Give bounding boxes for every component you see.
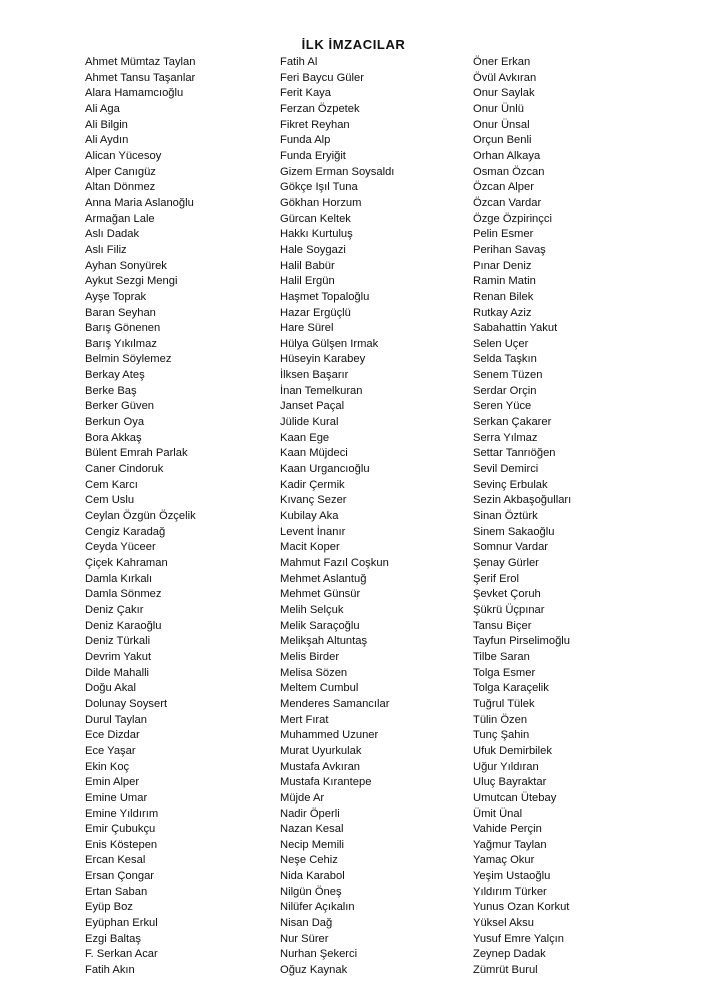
signatory-name: Levent İnanır [280, 525, 346, 538]
signatory-name: Sinem Sakaoğlu [473, 525, 555, 538]
signatory-name: Cem Karcı [85, 478, 138, 491]
signatory-name: Zeynep Dadak [473, 948, 546, 961]
signatory-name: Damla Sönmez [85, 588, 162, 601]
signatory-name: Doğu Akal [85, 682, 136, 695]
signatory-name: Berke Baş [85, 384, 137, 397]
signatory-name: Kıvanç Sezer [280, 494, 347, 507]
signatory-name: Uluç Bayraktar [473, 776, 547, 789]
signatory-name: Ersan Çongar [85, 870, 155, 883]
signatory-name: Ferit Kaya [280, 87, 331, 100]
signatory-name: Serdar Orçin [473, 384, 537, 397]
signatory-name: Serra Yılmaz [473, 431, 538, 444]
signatory-name: Fatih Akın [85, 964, 135, 977]
signatory-name: Seren Yüce [473, 400, 532, 413]
signatory-name: Melikşah Altuntaş [280, 635, 368, 648]
signatory-name: Aslı Filiz [85, 243, 127, 256]
signatory-name: Öner Erkan [473, 56, 531, 68]
signatory-name: Alican Yücesoy [85, 149, 162, 162]
signatory-name: Ayhan Sonyürek [85, 259, 167, 272]
signatory-name: Ferzan Özpetek [280, 102, 360, 115]
signatory-name: Devrim Yakut [85, 650, 152, 663]
signatory-name: Ahmet Mümtaz Taylan [85, 56, 196, 68]
signatory-name: Alper Canıgüz [85, 165, 156, 178]
signatory-name: Nilgün Öneş [280, 885, 342, 898]
signatory-name: Tansu Biçer [473, 619, 532, 632]
signatory-name: Hüseyin Karabey [280, 353, 366, 366]
signatory-name: Dilde Mahalli [85, 666, 150, 679]
signatory-name: Berkay Ateş [85, 369, 145, 382]
signatory-name: Berkun Oya [85, 416, 145, 429]
signatory-name: Sevil Demirci [473, 463, 539, 476]
signatory-name: Enis Köstepen [85, 838, 158, 851]
signatory-name: Vahide Perçin [473, 823, 542, 836]
signatory-name: Aykut Sezgi Mengi [85, 275, 178, 288]
signatory-name: Deniz Çakır [85, 603, 144, 616]
signatory-name: Ali Aga [85, 102, 120, 115]
signatory-name: Onur Ünlü [473, 102, 524, 115]
signatory-name: Hazar Ergüçlü [280, 306, 351, 319]
signatory-name: Selda Taşkın [473, 353, 537, 366]
signatory-name: Melisa Sözen [280, 666, 348, 679]
signatory-name: Ayşe Toprak [85, 290, 147, 303]
signatory-name: Senem Tüzen [473, 369, 543, 382]
signatory-name: Gürcan Keltek [280, 212, 351, 225]
signatory-name: Eyüp Boz [85, 901, 133, 914]
signatory-name: Orçun Benli [473, 134, 532, 147]
signatory-name: Alara Hamamcıoğlu [85, 87, 184, 100]
signatory-name: Deniz Karaoğlu [85, 619, 162, 632]
signatory-name: Pınar Deniz [473, 259, 532, 272]
signatory-name: Oğuz Kaynak [280, 964, 348, 977]
signatory-name: Bülent Emrah Parlak [85, 447, 188, 460]
signatory-name: Kaan Müjdeci [280, 447, 348, 460]
signatory-name: Nisan Dağ [280, 917, 333, 930]
signatory-name: Gökçe Işıl Tuna [280, 181, 358, 194]
signatory-name: Macit Koper [280, 541, 340, 554]
signatory-name: Tunç Şahin [473, 729, 530, 742]
signatory-name: Kaan Urgancıoğlu [280, 463, 370, 476]
signatory-name: Mustafa Kırantepe [280, 776, 372, 789]
signatory-name: Sinan Öztürk [473, 510, 538, 523]
signatory-name: Nazan Kesal [280, 823, 344, 836]
signatory-name: Melik Saraçoğlu [280, 619, 360, 632]
signatory-name: Yamaç Okur [473, 854, 535, 867]
signatory-name: Nur Sürer [280, 932, 329, 945]
signatory-name: Halil Ergün [280, 275, 335, 288]
signatory-name: Nida Karabol [280, 870, 345, 883]
signatory-name: Umutcan Ütebay [473, 791, 557, 804]
signatory-name: Melih Selçuk [280, 603, 344, 616]
signatory-name: Nurhan Şekerci [280, 948, 358, 961]
signatory-name: Hare Sürel [280, 322, 334, 335]
signatory-name: Melis Birder [280, 650, 340, 663]
signatory-name: Tayfun Pirselimoğlu [473, 635, 570, 648]
signatory-column-3 [473, 55, 571, 979]
signatory-name: İnan Temelkuran [280, 384, 363, 397]
signatory-name: Eyüphan Erkul [85, 917, 158, 930]
signatory-name: Onur Saylak [473, 87, 535, 100]
signatory-name: Renan Bilek [473, 290, 534, 303]
signatory-name: Barış Yıkılmaz [85, 337, 157, 350]
signatory-name: Nadir Öperli [280, 807, 340, 820]
signatory-name: Emine Umar [85, 791, 148, 804]
signatory-name: Özge Özpirinçci [473, 212, 552, 225]
signatory-name: Ramin Matin [473, 275, 536, 288]
signatory-name: Osman Özcan [473, 165, 545, 178]
signatory-name: Şevket Çoruh [473, 588, 541, 601]
signatory-name: Menderes Samancılar [280, 697, 390, 710]
signatory-name: Rutkay Aziz [473, 306, 532, 319]
signatory-name: Durul Taylan [85, 713, 147, 726]
signatory-name: Özcan Alper [473, 181, 534, 194]
signatory-name: Belmin Söylemez [85, 353, 172, 366]
signatory-name: Anna Maria Aslanoğlu [85, 196, 194, 209]
signatory-name: F. Serkan Acar [85, 948, 158, 961]
signatory-name: Tuğrul Tülek [473, 697, 535, 710]
signatory-name: Ufuk Demirbilek [473, 744, 552, 757]
signatory-name: Cengiz Karadağ [85, 525, 166, 538]
signatory-name: Emin Alper [85, 776, 140, 789]
signatory-name: Murat Uyurkulak [280, 744, 362, 757]
signatory-name: Hale Soygazi [280, 243, 346, 256]
signatory-name: Tolga Karaçelik [473, 682, 549, 695]
page-title: İLK İMZACILAR [301, 37, 406, 52]
signatory-name: Hülya Gülşen Irmak [280, 337, 379, 350]
signatory-name: Gizem Erman Soysaldı [280, 165, 395, 178]
signatory-name: Övül Avkıran [473, 71, 537, 84]
signatory-name: Haşmet Topaloğlu [280, 290, 370, 303]
signatory-name: Ekin Koç [85, 760, 130, 773]
signatory-name: Feri Baycu Güler [280, 71, 364, 84]
signatory-name: Tülin Özen [473, 713, 528, 726]
signatory-name: Bora Akkaş [85, 431, 142, 444]
signatory-name: Barış Gönenen [85, 322, 161, 335]
signatory-name: Serkan Çakarer [473, 416, 552, 429]
signatory-name: Emir Çubukçu [85, 823, 156, 836]
signatory-name: Ceylan Özgün Özçelik [85, 510, 196, 523]
signatory-name: Yıldırım Türker [473, 885, 547, 898]
signatory-column-2 [280, 55, 394, 979]
signatory-name: Emine Yıldırım [85, 807, 159, 820]
signatory-name: Mustafa Avkıran [280, 760, 361, 773]
signatory-column-1 [85, 55, 196, 979]
signatory-name: Kubilay Aka [280, 510, 339, 523]
signatory-name: Ercan Kesal [85, 854, 146, 867]
signatory-name: Mehmet Günsür [280, 588, 361, 601]
signatory-name: Mahmut Fazıl Coşkun [280, 557, 389, 569]
signatory-name: Janset Paçal [280, 400, 345, 413]
signatory-name: Ali Bilgin [85, 118, 128, 131]
signatory-name: Yunus Ozan Korkut [473, 901, 570, 914]
signatory-name: Cem Uslu [85, 494, 135, 507]
signatory-name: Tilbe Saran [473, 650, 530, 663]
signatory-name: Özcan Vardar [473, 196, 542, 209]
signatory-name: Ümit Ünal [473, 807, 523, 820]
signatory-name: Orhan Alkaya [473, 149, 541, 162]
signatory-name: Hakkı Kurtuluş [280, 228, 353, 241]
signatory-name: Nilüfer Açıkalın [280, 901, 355, 914]
signatory-name: Settar Tanrıöğen [473, 447, 556, 460]
signatory-name: Yağmur Taylan [473, 838, 547, 851]
signatory-name: Ece Yaşar [85, 744, 136, 757]
signatory-name: Yüksel Aksu [473, 917, 534, 930]
signatory-name: Funda Alp [280, 134, 331, 147]
signatory-name: Uğur Yıldıran [473, 760, 539, 773]
signatory-name: Sabahattin Yakut [473, 322, 558, 335]
signatory-name: Baran Seyhan [85, 306, 156, 319]
signatory-name: Halil Babür [280, 259, 335, 272]
signatory-name: Yusuf Emre Yalçın [473, 932, 564, 945]
signatory-name: Altan Dönmez [85, 181, 156, 194]
signatory-name: Kadir Çermik [280, 478, 345, 491]
signatory-name: Funda Eryiğit [280, 149, 346, 162]
signatory-name: Ezgi Baltaş [85, 932, 141, 945]
signatory-name: Necip Memili [280, 838, 345, 851]
signatory-name: Ertan Saban [85, 885, 148, 898]
signatory-name: Ahmet Tansu Taşanlar [85, 71, 196, 84]
signatory-name: Dolunay Soysert [85, 697, 168, 710]
signatory-name: Perihan Savaş [473, 243, 546, 256]
signatory-name: Zümrüt Burul [473, 964, 538, 977]
signatory-name: Meltem Cumbul [280, 682, 359, 695]
signatory-name: Pelin Esmer [473, 228, 534, 241]
signatory-name: Muhammed Uzuner [280, 729, 379, 742]
signatory-name: Armağan Lale [85, 212, 155, 225]
signatory-name: Fikret Reyhan [280, 118, 350, 131]
signatory-name: Neşe Cehiz [280, 854, 338, 867]
signatory-name: Şerif Erol [473, 572, 520, 585]
signatory-name: Mert Fırat [280, 713, 329, 726]
signatory-name: Berker Güven [85, 400, 155, 413]
signatory-name: Selen Uçer [473, 337, 529, 350]
signatory-name: Çiçek Kahraman [85, 557, 168, 569]
signatory-name: Onur Ünsal [473, 118, 530, 131]
signatory-name: Ceyda Yüceer [85, 541, 156, 554]
signatory-name: Sezin Akbaşoğulları [473, 494, 572, 507]
signatory-name: Jülide Kural [280, 416, 339, 429]
signatory-name: Mehmet Aslantuğ [280, 572, 367, 585]
signatory-name: Somnur Vardar [473, 541, 549, 554]
signatory-name: Ali Aydın [85, 134, 129, 147]
signatory-name: Damla Kırkalı [85, 572, 153, 585]
signatory-name: Tolga Esmer [473, 666, 536, 679]
signatory-name: Şükrü Üçpınar [473, 603, 545, 616]
signatory-name: Müjde Ar [280, 791, 325, 804]
signatory-name: Şenay Gürler [473, 557, 539, 569]
signatory-name: Yeşim Ustaoğlu [473, 870, 551, 883]
signatory-name: Kaan Ege [280, 431, 330, 444]
signatory-name: Gökhan Horzum [280, 196, 362, 209]
signatory-name: Ece Dizdar [85, 729, 140, 742]
signatory-name: Fatih Al [280, 56, 318, 68]
signatory-name: İlksen Başarır [280, 369, 349, 382]
signatory-name: Caner Cindoruk [85, 463, 164, 476]
signatory-name: Sevinç Erbulak [473, 478, 548, 491]
signatory-name: Deniz Türkali [85, 635, 151, 648]
signatory-name: Aslı Dadak [85, 228, 140, 241]
